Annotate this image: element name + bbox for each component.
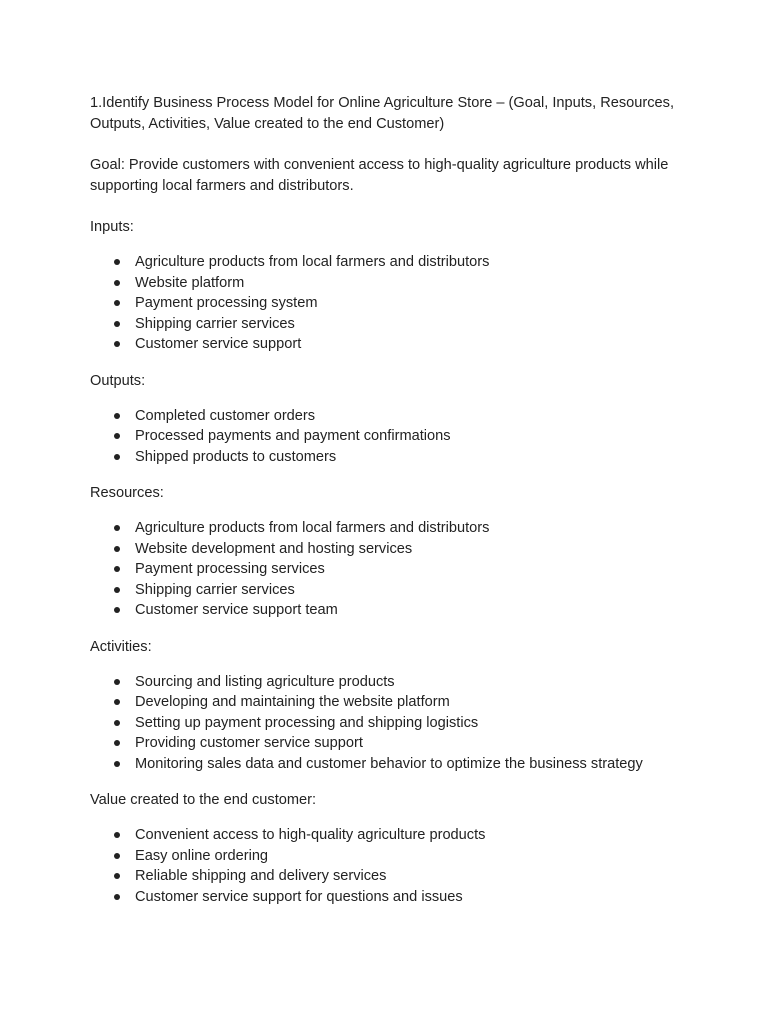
bullet-icon <box>114 566 120 572</box>
bullet-icon <box>114 720 120 726</box>
list-item <box>90 559 710 580</box>
bullet-icon <box>114 607 120 613</box>
bullet-icon <box>114 341 120 347</box>
bullet-icon <box>114 259 120 265</box>
document-page <box>90 93 710 923</box>
list-item <box>90 600 710 621</box>
list-item <box>90 733 710 754</box>
list-item <box>90 252 710 273</box>
bullet-icon <box>114 413 120 419</box>
list-item <box>90 539 710 560</box>
bullet-icon <box>114 832 120 838</box>
bullet-icon <box>114 525 120 531</box>
sections-container <box>90 217 710 907</box>
list-item <box>90 406 710 427</box>
bullet-icon <box>114 433 120 439</box>
section-label: Outputs: <box>90 372 146 389</box>
section-label: Value created to the end customer: <box>90 792 317 808</box>
bullet-list <box>90 518 710 621</box>
list-item-text: Shipping carrier services <box>135 315 295 332</box>
bullet-list <box>90 825 710 907</box>
list-item-text: Agriculture products from local farmers and distributors <box>135 520 490 536</box>
list-item-text: Shipped products to customers <box>135 448 337 465</box>
list-item <box>90 314 710 335</box>
list-item-text: Sourcing and listing agriculture products <box>135 673 395 690</box>
list-item <box>90 334 710 355</box>
list-item <box>90 866 710 887</box>
bullet-icon <box>114 873 120 879</box>
list-item <box>90 713 710 734</box>
bullet-icon <box>114 853 120 859</box>
bullet-list <box>90 406 710 468</box>
document-heading: 1.Identify Business Process Model for Online Agriculture Store – (Goal, Inputs, Resources, Outputs, Activities, Value created to the end Customer) <box>90 95 675 132</box>
list-item-text: Payment processing system <box>135 295 318 311</box>
bullet-icon <box>114 679 120 685</box>
list-item <box>90 825 710 846</box>
list-item <box>90 273 710 294</box>
bullet-icon <box>114 321 120 327</box>
list-item <box>90 887 710 908</box>
bullet-icon <box>114 587 120 593</box>
bullet-icon <box>114 280 120 286</box>
list-item-text: Agriculture products from local farmers and distributors <box>135 254 490 270</box>
bullet-list <box>90 252 710 355</box>
list-item <box>90 580 710 601</box>
list-item-text: Developing and maintaining the website platform <box>135 694 450 710</box>
list-item-text: Providing customer service support <box>135 735 363 751</box>
bullet-icon <box>114 546 120 552</box>
list-item <box>90 447 710 468</box>
bullet-icon <box>114 740 120 746</box>
list-item-text: Website development and hosting services <box>135 540 413 557</box>
bullet-list <box>90 672 710 775</box>
list-item-text: Website platform <box>135 274 245 291</box>
list-item-text: Customer service support team <box>135 602 338 618</box>
bullet-icon <box>114 894 120 900</box>
list-item-text: Easy online ordering <box>135 847 269 864</box>
bullet-icon <box>114 761 120 767</box>
list-item <box>90 426 710 447</box>
goal-paragraph: Goal: Provide customers with convenient access to high-quality agriculture products while supporting local farmers and distributors. <box>90 157 669 194</box>
list-item-text: Reliable shipping and delivery services <box>135 868 387 884</box>
list-item <box>90 672 710 693</box>
list-item-text: Processed payments and payment confirmations <box>135 428 451 444</box>
list-item-text: Shipping carrier services <box>135 581 295 598</box>
list-item-text: Completed customer orders <box>135 407 316 424</box>
list-item-text: Customer service support for questions and issues <box>135 888 463 905</box>
list-item <box>90 692 710 713</box>
section-label: Resources: <box>90 485 164 501</box>
list-item <box>90 846 710 867</box>
list-item-text: Payment processing services <box>135 561 325 577</box>
bullet-icon <box>114 699 120 705</box>
list-item <box>90 293 710 314</box>
list-item <box>90 754 710 775</box>
bullet-icon <box>114 300 120 306</box>
bullet-icon <box>114 454 120 460</box>
list-item-text: Customer service support <box>135 336 302 352</box>
list-item-text: Monitoring sales data and customer behavior to optimize the business strategy <box>135 755 643 772</box>
section-label: Inputs: <box>90 219 134 235</box>
list-item-text: Setting up payment processing and shipping logistics <box>135 714 479 731</box>
list-item <box>90 518 710 539</box>
section-label: Activities: <box>90 638 152 655</box>
list-item-text: Convenient access to high-quality agriculture products <box>135 827 486 843</box>
